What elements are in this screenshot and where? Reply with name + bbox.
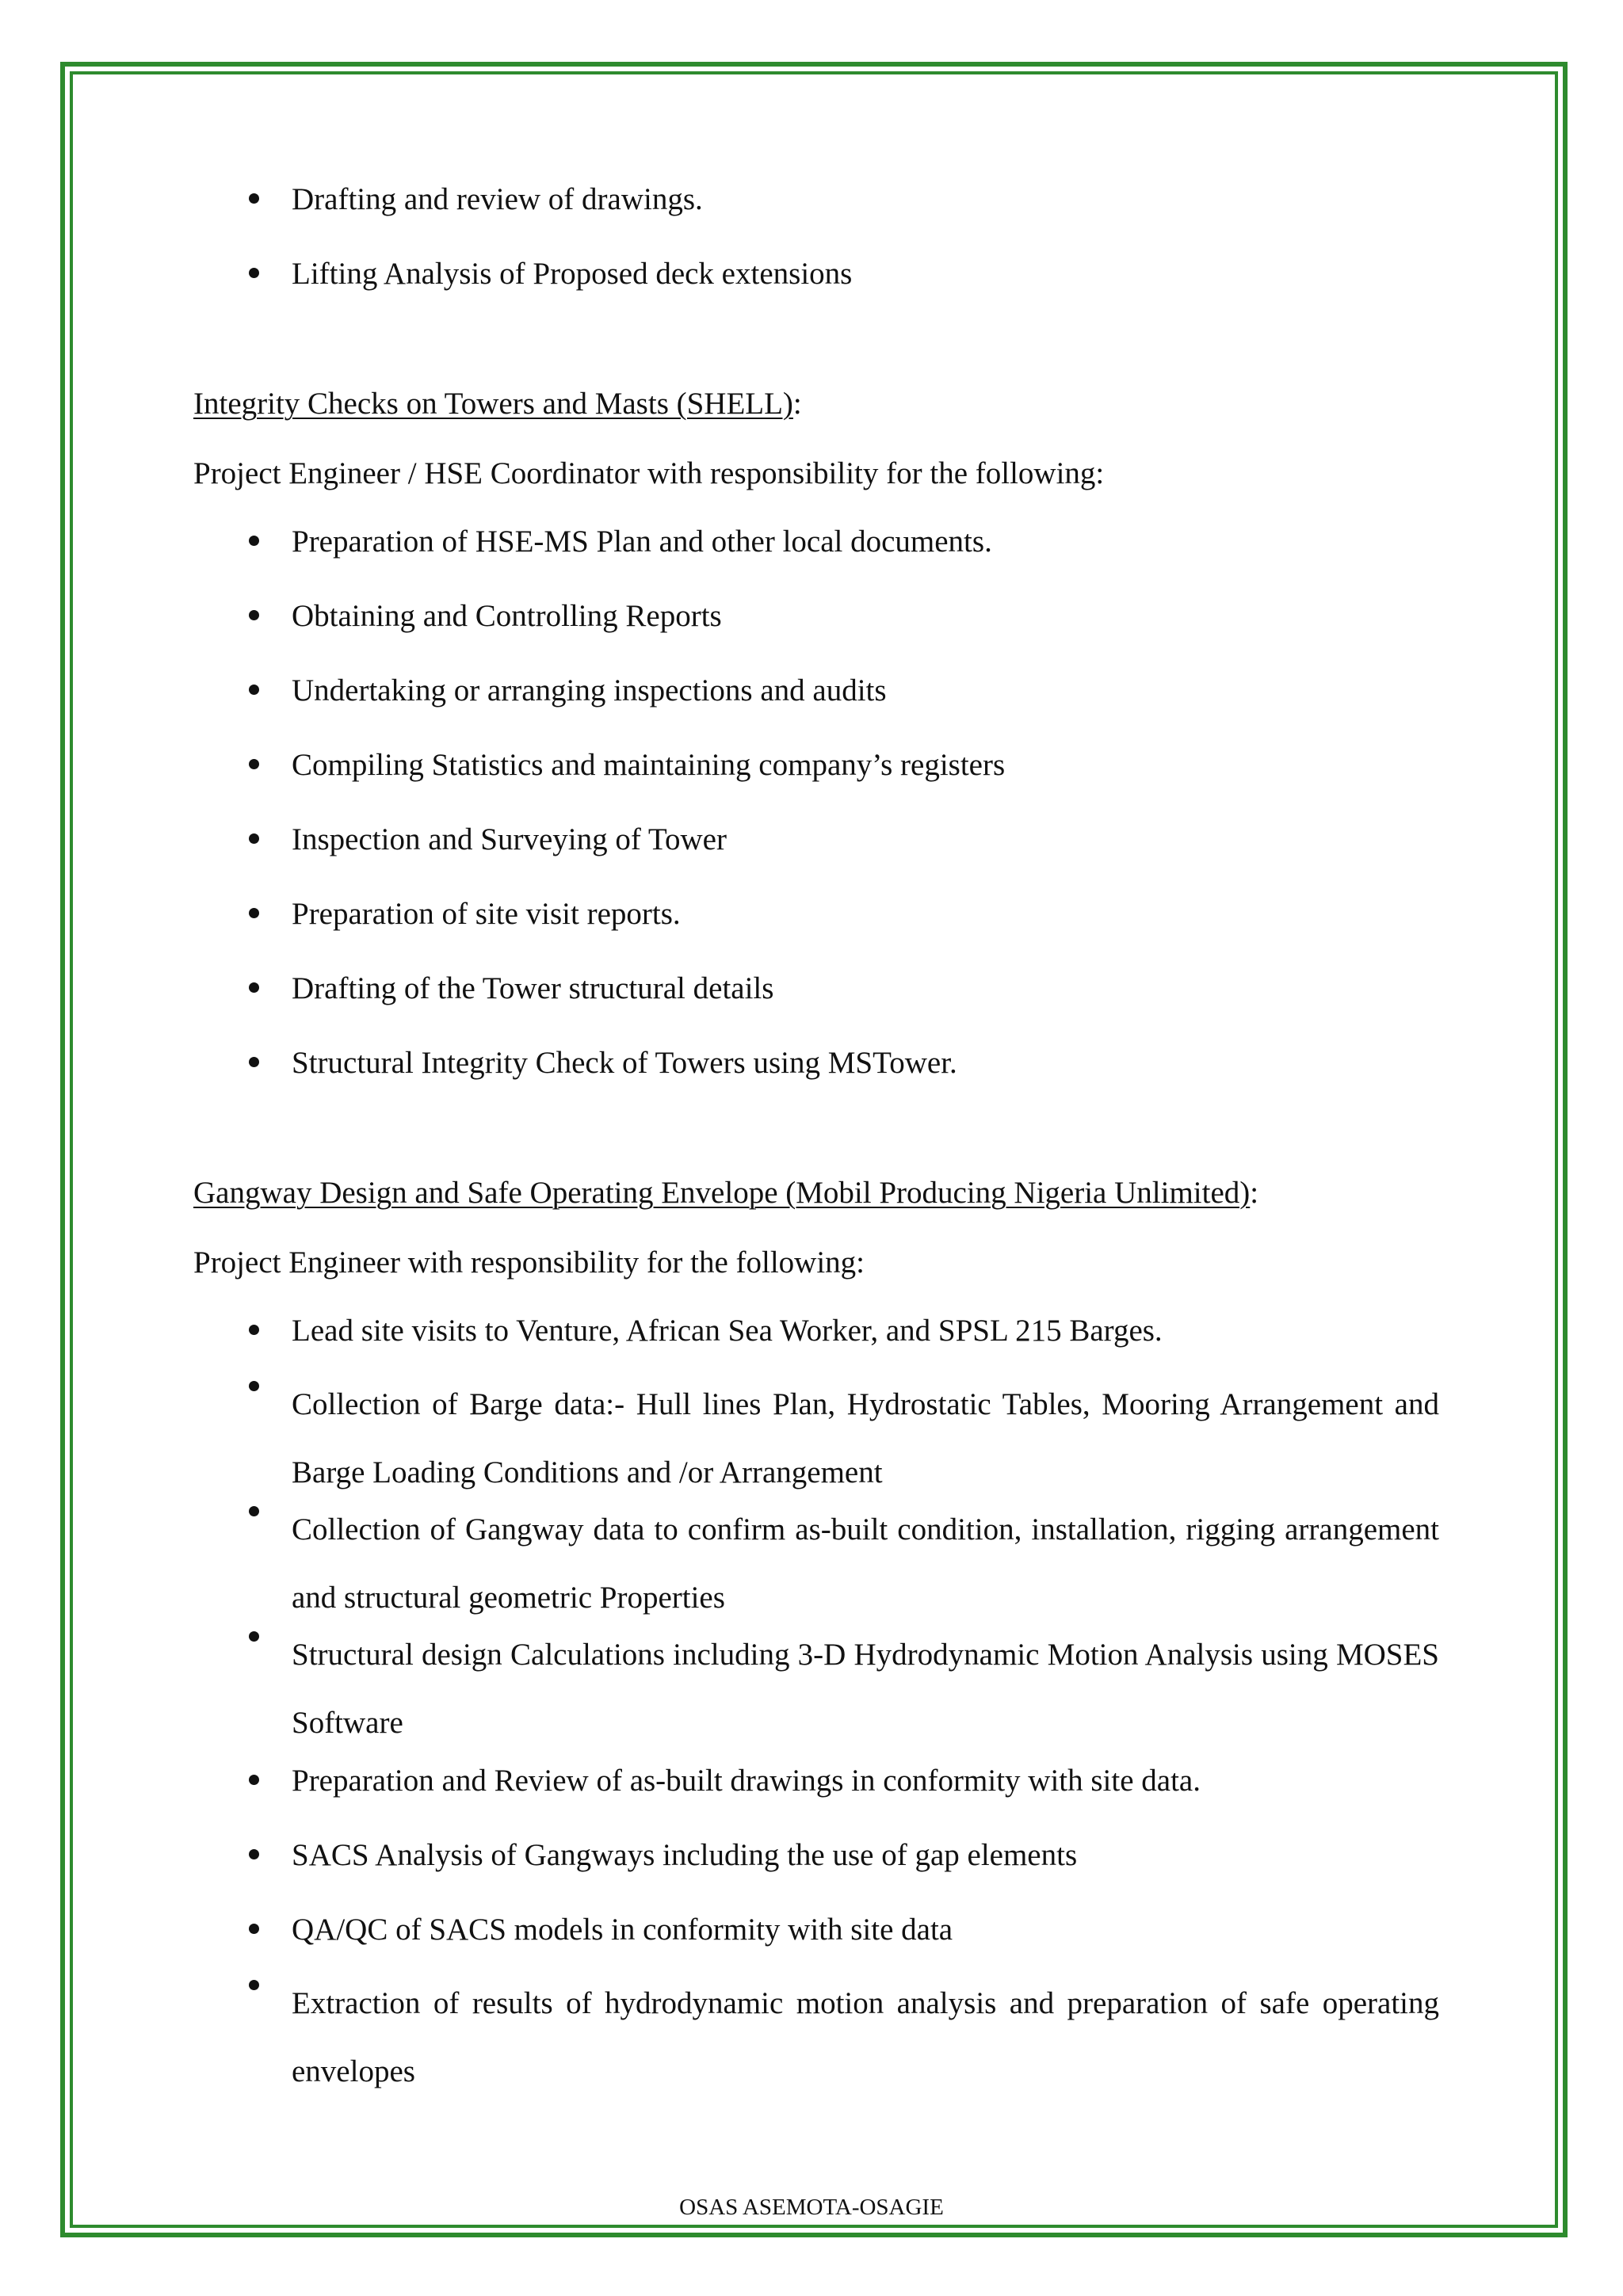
bullet-icon: [249, 908, 259, 918]
list-item: Structural Integrity Check of Towers using MSTower.: [193, 1046, 1439, 1080]
gangway-bullet-list: [193, 1314, 1439, 2106]
list-item: Collection of Barge data:- Hull lines Plan, Hydrostatic Tables, Mooring Arrangement and Barge Loading Conditions and /or Arrangement: [193, 1371, 1439, 1507]
bullet-icon: [249, 1980, 259, 1990]
list-item: Compiling Statistics and maintaining company’s registers: [193, 748, 1439, 782]
role-statement-towers: Project Engineer / HSE Coordinator with responsibility for the following:: [193, 456, 1105, 490]
bullet-icon: [249, 610, 259, 620]
bullet-icon: [249, 1381, 259, 1391]
role-statement-gangway: Project Engineer with responsibility for the following:: [193, 1245, 865, 1280]
bullet-icon: [249, 1057, 259, 1067]
section-heading-towers: Integrity Checks on Towers and Masts (SHELL):: [193, 387, 802, 421]
bullet-icon: [249, 1506, 259, 1516]
list-item: Drafting and review of drawings.: [193, 182, 1439, 216]
bullet-icon: [249, 982, 259, 993]
list-item: Undertaking or arranging inspections and audits: [193, 673, 1439, 707]
list-item: Lifting Analysis of Proposed deck extensions: [193, 257, 1439, 291]
list-item: Preparation of HSE-MS Plan and other local documents.: [193, 524, 1439, 559]
list-item: Obtaining and Controlling Reports: [193, 599, 1439, 633]
list-item: Structural design Calculations including 3-D Hydrodynamic Motion Analysis using MOSES Software: [193, 1621, 1439, 1757]
list-item: Extraction of results of hydrodynamic motion analysis and preparation of safe operating envelopes: [193, 1970, 1439, 2106]
bullet-icon: [249, 1631, 259, 1642]
bullet-icon: [249, 685, 259, 695]
page-footer: OSAS ASEMOTA-OSAGIE: [679, 2195, 944, 2220]
bullet-icon: [249, 268, 259, 278]
bullet-icon: [249, 1924, 259, 1934]
bullet-icon: [249, 1775, 259, 1785]
list-item: QA/QC of SACS models in conformity with site data: [193, 1913, 1439, 1947]
list-item: Drafting of the Tower structural details: [193, 971, 1439, 1005]
list-item: Preparation of site visit reports.: [193, 897, 1439, 931]
bullet-icon: [249, 536, 259, 546]
list-item: SACS Analysis of Gangways including the use of gap elements: [193, 1838, 1439, 1872]
bullet-icon: [249, 759, 259, 769]
list-item: Lead site visits to Venture, African Sea Worker, and SPSL 215 Barges.: [193, 1314, 1439, 1348]
bullet-icon: [249, 833, 259, 844]
bullet-icon: [249, 1849, 259, 1859]
towers-bullet-list: [193, 524, 1439, 1080]
list-item: Inspection and Surveying of Tower: [193, 822, 1439, 856]
top-bullet-list: [193, 182, 1439, 291]
list-item: Collection of Gangway data to confirm as-built condition, installation, rigging arrangement and structural geometric Properties: [193, 1496, 1439, 1632]
bullet-icon: [249, 193, 259, 204]
list-item: Preparation and Review of as-built drawings in conformity with site data.: [193, 1764, 1439, 1798]
bullet-icon: [249, 1325, 259, 1335]
section-heading-gangway: Gangway Design and Safe Operating Envelope (Mobil Producing Nigeria Unlimited):: [193, 1176, 1259, 1210]
page-content: [193, 173, 1439, 2112]
